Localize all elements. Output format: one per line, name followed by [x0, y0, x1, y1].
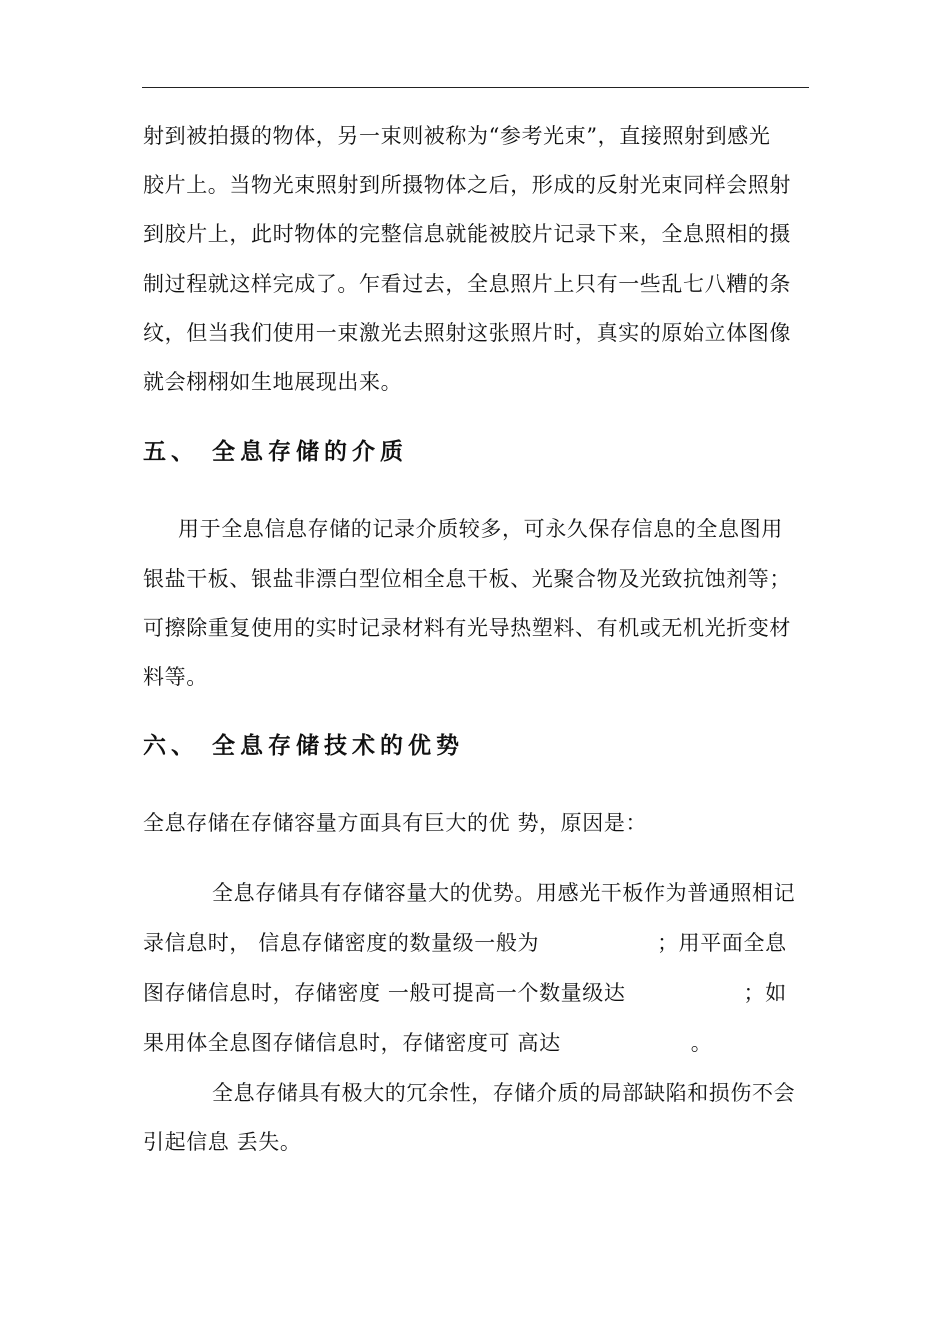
text-segment: ；用平面全息 — [657, 931, 787, 955]
text-segment: 果用体全息图存储信息时，存储密度可 高达 — [143, 1031, 561, 1055]
intro-line: 全息存储在存储容量方面具有巨大的优 势，原因是： — [143, 811, 648, 835]
text-line — [143, 929, 787, 957]
text-line: 射到被拍摄的物体，另一束则被称为“参考光束”，直接照射到感光 — [143, 124, 771, 148]
text-line: 引起信息 丢失。 — [143, 1130, 302, 1154]
text-line: 用于全息信息存储的记录介质较多，可永久保存信息的全息图用 — [178, 517, 783, 541]
text-line: 就会栩栩如生地展现出来。 — [143, 370, 403, 394]
text-line: 全息存储具有存储容量大的优势。用感光干板作为普通照相记 — [212, 881, 796, 905]
text-line: 制过程就这样完成了。乍看过去，全息照片上只有一些乱七八糟的条 — [143, 272, 791, 296]
text-line: 到胶片上，此时物体的完整信息就能被胶片记录下来，全息照相的摄 — [143, 222, 791, 246]
text-segment: 。 — [690, 1031, 713, 1055]
section-heading-6: 六、 全息存储技术的优势 — [143, 732, 465, 759]
text-line: 全息存储具有极大的冗余性，存储介质的局部缺陷和损伤不会 — [212, 1081, 796, 1105]
text-line — [143, 979, 787, 1007]
text-line: 可擦除重复使用的实时记录材料有光导热塑料、有机或无机光折变材 — [143, 616, 791, 640]
text-segment: ；如 — [743, 981, 787, 1005]
text-segment: 录信息时， 信息存储密度的数量级一般为 — [143, 931, 540, 955]
section-heading-5: 五、 全息存储的介质 — [143, 438, 409, 465]
text-line: 纹，但当我们使用一束激光去照射这张照片时，真实的原始立体图像 — [143, 321, 791, 345]
text-line: 胶片上。当物光束照射到所摄物体之后，形成的反射光束同样会照射 — [143, 173, 791, 197]
text-segment: 图存储信息时，存储密度 一般可提高一个数量级达 — [143, 981, 626, 1005]
header-rule — [142, 87, 809, 88]
text-line: 料等。 — [143, 665, 208, 689]
text-line — [143, 1029, 712, 1057]
text-line: 银盐干板、银盐非漂白型位相全息干板、光聚合物及光致抗蚀剂等； — [143, 567, 791, 591]
